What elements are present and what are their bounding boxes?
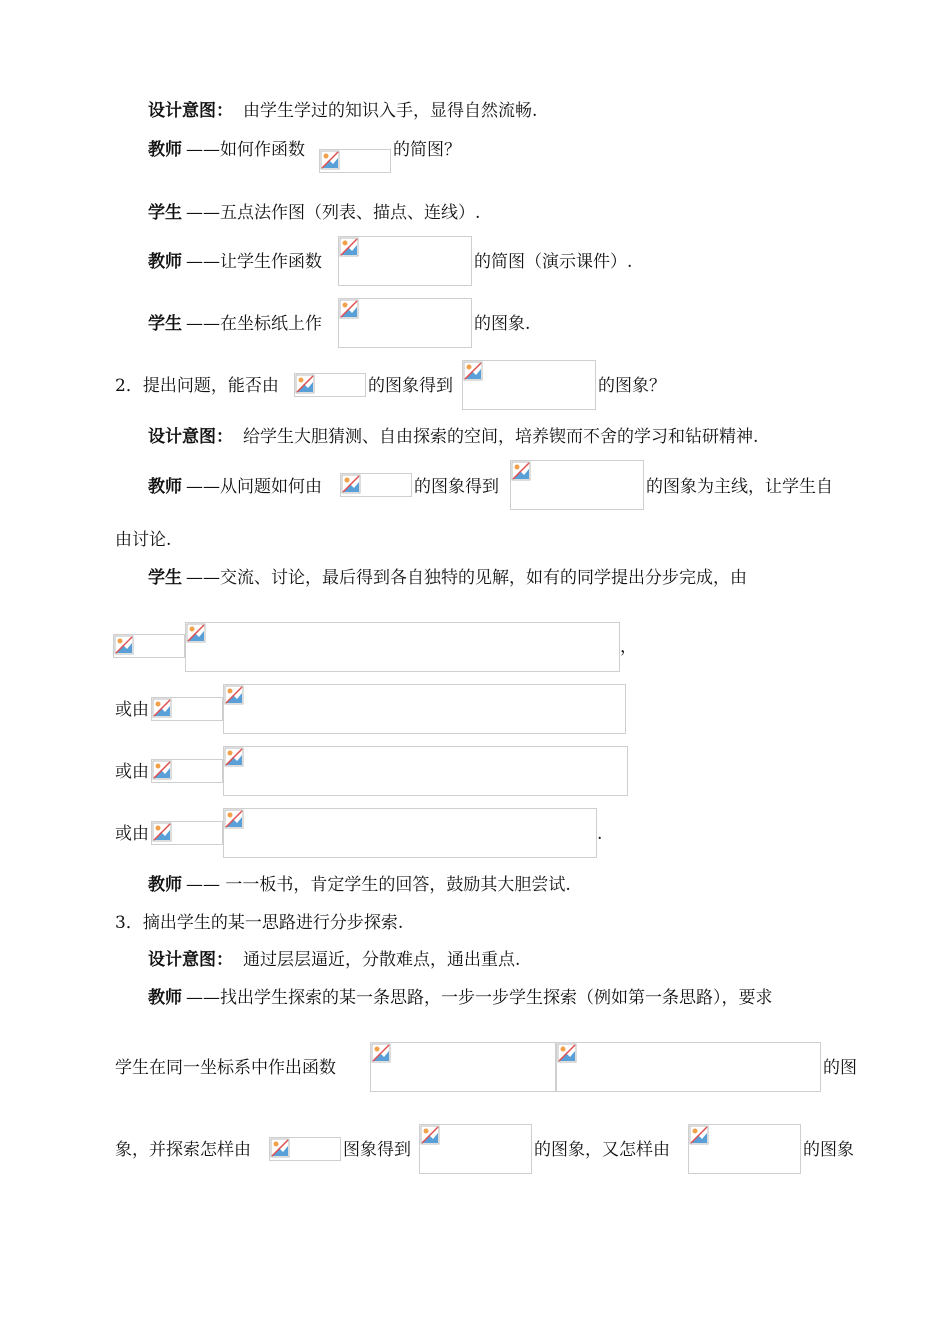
broken-image-icon [420, 1125, 440, 1145]
formula-image [223, 684, 626, 734]
broken-image-icon [463, 361, 483, 381]
broken-image-icon [557, 1043, 577, 1063]
formula-image [151, 759, 223, 783]
paragraph-text: ——如何作函数 [186, 140, 305, 160]
formula-image [370, 1042, 556, 1092]
broken-image-icon [270, 1138, 290, 1158]
design-intent-label: 设计意图： [148, 950, 233, 970]
broken-image-icon [152, 698, 172, 718]
formula-image [319, 149, 391, 173]
formula-image [294, 373, 366, 397]
student-label: 学生 [148, 314, 182, 334]
formula-image [113, 634, 185, 658]
paragraph-text: 的图象得到 [414, 477, 499, 497]
broken-image-icon [224, 809, 244, 829]
broken-image-icon [511, 461, 531, 481]
paragraph-text: ——从问题如何由 [186, 477, 322, 497]
design-intent-label: 设计意图： [148, 101, 233, 121]
paragraph-text: ——交流、讨论，最后得到各自独特的见解，如有的同学提出分步完成，由 [186, 568, 747, 588]
paragraph-text: 或由 [115, 762, 149, 782]
broken-image-icon [339, 237, 359, 257]
paragraph-text: 的简图？ [393, 140, 461, 160]
paragraph-text: 给学生大胆猜测、自由探索的空间，培养锲而不舍的学习和钻研精神. [243, 427, 759, 447]
formula-image [510, 460, 644, 510]
paragraph-text: 由讨论. [115, 530, 172, 550]
formula-image [688, 1124, 801, 1174]
formula-image [338, 298, 472, 348]
broken-image-icon [689, 1125, 709, 1145]
formula-image [185, 622, 620, 672]
paragraph-text: 的图象，又怎样由 [534, 1140, 670, 1160]
paragraph-text: ， [620, 637, 637, 657]
paragraph-text: ——让学生作函数 [186, 252, 322, 272]
paragraph-text: ——五点法作图（列表、描点、连线）. [186, 203, 481, 223]
broken-image-icon [114, 635, 134, 655]
broken-image-icon [371, 1043, 391, 1063]
formula-image [269, 1137, 341, 1161]
paragraph-text: . [597, 824, 603, 844]
formula-image [223, 808, 597, 858]
paragraph-text: 的图 [823, 1058, 857, 1078]
paragraph-text: 的图象？ [598, 376, 666, 396]
teacher-label: 教师 [148, 252, 182, 272]
broken-image-icon [152, 822, 172, 842]
broken-image-icon [341, 474, 361, 494]
broken-image-icon [320, 150, 340, 170]
design-intent-label: 设计意图： [148, 427, 233, 447]
paragraph-text: ——在坐标纸上作 [186, 314, 322, 334]
teacher-label: 教师 [148, 140, 182, 160]
broken-image-icon [152, 760, 172, 780]
formula-image [223, 746, 628, 796]
formula-image [151, 697, 223, 721]
paragraph-text: 象，并探索怎样由 [115, 1140, 251, 1160]
formula-image [151, 821, 223, 845]
broken-image-icon [224, 747, 244, 767]
paragraph-text: 的图象得到 [368, 376, 453, 396]
paragraph-text: 的简图（演示课件）. [474, 252, 633, 272]
paragraph-text: 或由 [115, 824, 149, 844]
formula-image [340, 473, 412, 497]
formula-image [462, 360, 596, 410]
paragraph-text: 的图象 [803, 1140, 854, 1160]
student-label: 学生 [148, 203, 182, 223]
teacher-label: 教师 [148, 988, 182, 1008]
formula-image [419, 1124, 532, 1174]
broken-image-icon [224, 685, 244, 705]
paragraph-text: —— 一一板书，肯定学生的回答，鼓励其大胆尝试. [186, 875, 571, 895]
teacher-label: 教师 [148, 875, 182, 895]
paragraph-text: 由学生学过的知识入手，显得自然流畅. [243, 101, 538, 121]
formula-image [338, 236, 472, 286]
student-label: 学生 [148, 568, 182, 588]
paragraph-text: ——找出学生探索的某一条思路，一步一步学生探索（例如第一条思路），要求 [186, 988, 773, 1008]
broken-image-icon [339, 299, 359, 319]
numbered-item-text: 2．提出问题，能否由 [115, 376, 279, 396]
broken-image-icon [295, 374, 315, 394]
teacher-label: 教师 [148, 477, 182, 497]
paragraph-text: 学生在同一坐标系中作出函数 [115, 1058, 336, 1078]
paragraph-text: 或由 [115, 700, 149, 720]
formula-image [556, 1042, 821, 1092]
paragraph-text: 的图象为主线，让学生自 [646, 477, 833, 497]
paragraph-text: 图象得到 [343, 1140, 411, 1160]
paragraph-text: 的图象. [474, 314, 531, 334]
broken-image-icon [186, 623, 206, 643]
numbered-item-text: 3．摘出学生的某一思路进行分步探索. [115, 913, 404, 933]
paragraph-text: 通过层层逼近，分散难点，通出重点. [243, 950, 521, 970]
